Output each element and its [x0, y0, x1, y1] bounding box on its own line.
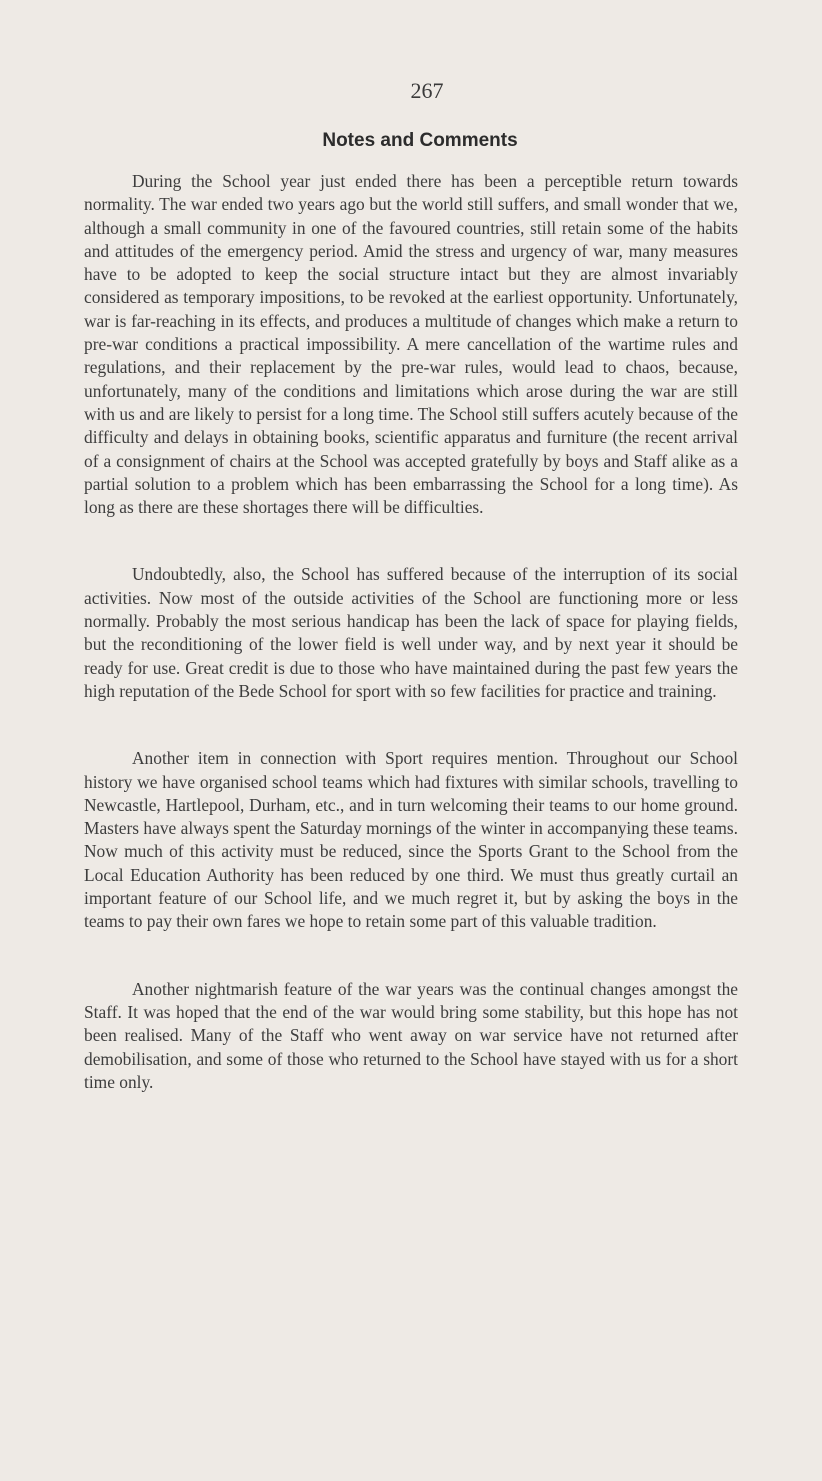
- paragraph-1: During the School year just ended there has been a perceptible return towards normality. The war ended two years ago but the world still suffers, and small wonder that we, although a small community in one of the favoured countries, still retain some of the habits and attitudes of the emergency period. Amid the stress and urgency of war, many measures have to be adopted to keep the social structure intact but they are almost invariably considered as temporary impositions, to be revoked at the earliest opportunity. Unfortunately, war is far-reaching in its effects, and produces a multitude of changes which make a return to pre-war conditions a practical impossibility. A mere cancellation of the wartime rules and regulations, and their replacement by the pre-war rules, would lead to chaos, because, unfortunately, many of the conditions and limitations which arose during the war are still with us and are likely to persist for a long time. The School still suffers acutely because of the difficulty and delays in obtaining books, scientific apparatus and furniture (the recent arrival of a consignment of chairs at the School was accepted gratefully by boys and Staff alike as a partial solution to a problem which has been embarrassing the School for a long time). As long as there are these shortages there will be difficulties.: [84, 171, 738, 518]
- paragraph-3: Another item in connection with Sport requires mention. Throughout our School history we have organised school teams which had fixtures with similar schools, travelling to Newcastle, Hartlepool, Durham, etc., and in turn welcoming their teams to our home ground. Masters have always spent the Saturday mornings of the winter in accompanying these teams. Now much of this activity must be reduced, since the Sports Grant to the School from the Local Education Authority has been reduced by one third. We must thus greatly curtail an important feature of our School life, and we much regret it, but by asking the boys in the teams to pay their own fares we hope to retain some part of this valuable tradition.: [84, 748, 738, 932]
- article-body: [84, 170, 738, 1094]
- page-title: Notes and Comments: [322, 130, 518, 151]
- paragraph-4: Another nightmarish feature of the war years was the continual changes amongst the Staff. It was hoped that the end of the war would bring some stability, but this hope has not been realised. Many of the Staff who went away on war service have not returned after demobilisation, and some of those who returned to the School have stayed with us for a short time only.: [84, 978, 738, 1092]
- page-number: 267: [410, 78, 444, 103]
- paragraph-2: Undoubtedly, also, the School has suffered because of the interruption of its social activities. Now most of the outside activities of the School are functioning more or less normally. Probably the most serious handicap has been the lack of space for playing fields, but the reconditioning of the lower field is well under way, and by next year it should be ready for use. Great credit is due to those who have maintained during the past few years the high reputation of the Bede School for sport with so few facilities for practice and training.: [84, 564, 738, 701]
